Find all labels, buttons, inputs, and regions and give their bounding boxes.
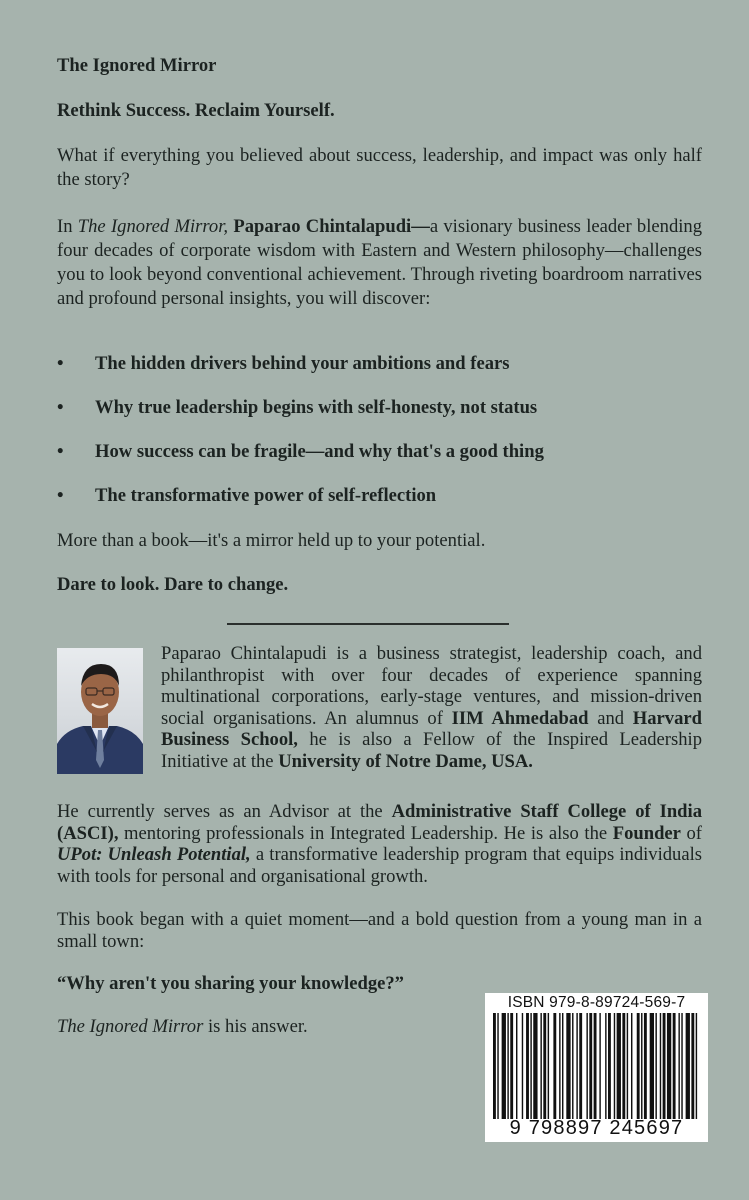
bullet-text: The transformative power of self-reflection [95, 485, 437, 506]
barcode-bar [599, 1013, 600, 1119]
advisor-text-2: mentoring professionals in Integrated Leadership. He is also the [118, 822, 613, 844]
discovery-list [57, 352, 702, 528]
barcode-bar [562, 1013, 563, 1119]
barcode-bar [540, 1013, 541, 1119]
barcode-bar [673, 1013, 676, 1119]
list-item [57, 440, 702, 484]
barcode-bar [622, 1013, 625, 1119]
intro-author: Paparao Chintalapudi— [233, 216, 430, 237]
barcode-bar [543, 1013, 546, 1119]
advisor-text-4: a transformative leadership program that equips individuals with tools for personal and organisational growth. [57, 844, 703, 887]
answer-rest: is his answer. [203, 1016, 308, 1037]
barcode-bar [559, 1013, 560, 1119]
barcode-bar [497, 1013, 498, 1119]
bio-hbs: Harvard Business School, [161, 707, 702, 751]
barcode-bar [617, 1013, 621, 1119]
barcode-bar [572, 1013, 573, 1119]
answer-title: The Ignored Mirror [57, 1016, 204, 1037]
barcode-bar [526, 1013, 529, 1119]
bullet-dot: • [57, 441, 64, 462]
barcode-bar [522, 1013, 523, 1119]
intro-paragraph [57, 215, 702, 311]
barcode-bar [681, 1013, 682, 1119]
quote: “Why aren't you sharing your knowledge?” [57, 973, 404, 994]
bullet-text: The hidden drivers behind your ambitions and fears [95, 353, 510, 374]
barcode-bar [691, 1013, 694, 1119]
isbn-label: ISBN 979-8-89724-569-7 [507, 994, 686, 1011]
barcode-bar [594, 1013, 597, 1119]
barcode-bar [650, 1013, 654, 1119]
advisor-founder: Founder [612, 822, 681, 844]
barcode-bar [548, 1013, 549, 1119]
tagline: Rethink Success. Reclaim Yourself. [57, 100, 335, 121]
list-item [57, 484, 702, 528]
barcode-bar [663, 1013, 666, 1119]
barcode-digits: 9 798897 245697 [509, 1117, 684, 1139]
bullet-text: Why true leadership begins with self-honesty, not status [95, 397, 538, 418]
barcode-bar [637, 1013, 640, 1119]
advisor-upot: UPot: Unleash Potential, [57, 844, 251, 866]
intro-question: What if everything you believed about success, leadership, and impact was only half the story? [57, 145, 702, 190]
barcode-bar [696, 1013, 697, 1119]
barcode-bars-icon [493, 1013, 700, 1119]
bullet-dot: • [57, 397, 64, 418]
intro-prefix: In [57, 216, 78, 237]
barcode-bar [589, 1013, 592, 1119]
isbn-barcode [485, 993, 708, 1142]
barcode-bar [660, 1013, 661, 1119]
barcode-bar [493, 1013, 496, 1119]
barcode-bar [566, 1013, 570, 1119]
barcode-bar [579, 1013, 582, 1119]
barcode-bar [631, 1013, 632, 1119]
barcode-bar [641, 1013, 642, 1119]
barcode-bar [627, 1013, 628, 1119]
barcode-bar [667, 1013, 671, 1119]
barcode-bar [608, 1013, 611, 1119]
bullet-dot: • [57, 485, 64, 506]
barcode-bar [678, 1013, 679, 1119]
barcode-bar [586, 1013, 587, 1119]
origin-paragraph: This book began with a quiet moment—and a bold question from a young man in a small town: [57, 909, 702, 952]
bullet-text: How success can be fragile—and why that's a good thing [95, 441, 544, 462]
bio-text-1: Paparao Chintalapudi is a business strategist, leadership coach, and philanthropist with over four decades of experience spanning multinational corporations, early-stage ventures, and mission-driven social organisations. An alumnus of [161, 643, 702, 729]
advisor-paragraph [57, 801, 702, 887]
barcode-bar [502, 1013, 506, 1119]
barcode-bar [530, 1013, 531, 1119]
barcode-bar [576, 1013, 577, 1119]
bio-text-2: he is also a Fellow of the Inspired Leadership Initiative at the [161, 729, 702, 772]
barcode-bar [644, 1013, 647, 1119]
advisor-text-3: of [680, 822, 702, 844]
bio-iim: IIM Ahmedabad [451, 707, 589, 729]
barcode-bar [614, 1013, 615, 1119]
intro-book-title: The Ignored Mirror, [77, 216, 229, 237]
intro-rest: a visionary business leader blending four decades of corporate wisdom with Eastern and Western philosophy—challenges you to look beyond conventional achievement. Through riveting boardroom narratives and profound personal insights, you will discover: [57, 216, 703, 309]
barcode-bar [510, 1013, 513, 1119]
barcode-bar [533, 1013, 537, 1119]
bullet-dot: • [57, 353, 64, 374]
author-portrait-icon [57, 648, 143, 774]
advisor-text-1: He currently serves as an Advisor at the [57, 801, 392, 822]
barcode-bar [507, 1013, 508, 1119]
list-item [57, 352, 702, 396]
barcode-bar [686, 1013, 690, 1119]
author-photo [57, 648, 143, 774]
barcode-bar [516, 1013, 517, 1119]
bio-and: and [588, 707, 633, 729]
dare-line: Dare to look. Dare to change. [57, 574, 289, 595]
author-bio [161, 643, 702, 773]
bio-notre-dame: University of Notre Dame, USA. [278, 750, 533, 772]
list-item [57, 396, 702, 440]
advisor-asci: Administrative Staff College of India (ASCI), [57, 801, 702, 844]
book-title: The Ignored Mirror [57, 55, 217, 76]
barcode-bar [655, 1013, 656, 1119]
more-than-a-book: More than a book—it's a mirror held up to your potential. [57, 530, 486, 551]
section-divider [227, 623, 509, 625]
barcode-bar [553, 1013, 556, 1119]
barcode-bar [605, 1013, 606, 1119]
